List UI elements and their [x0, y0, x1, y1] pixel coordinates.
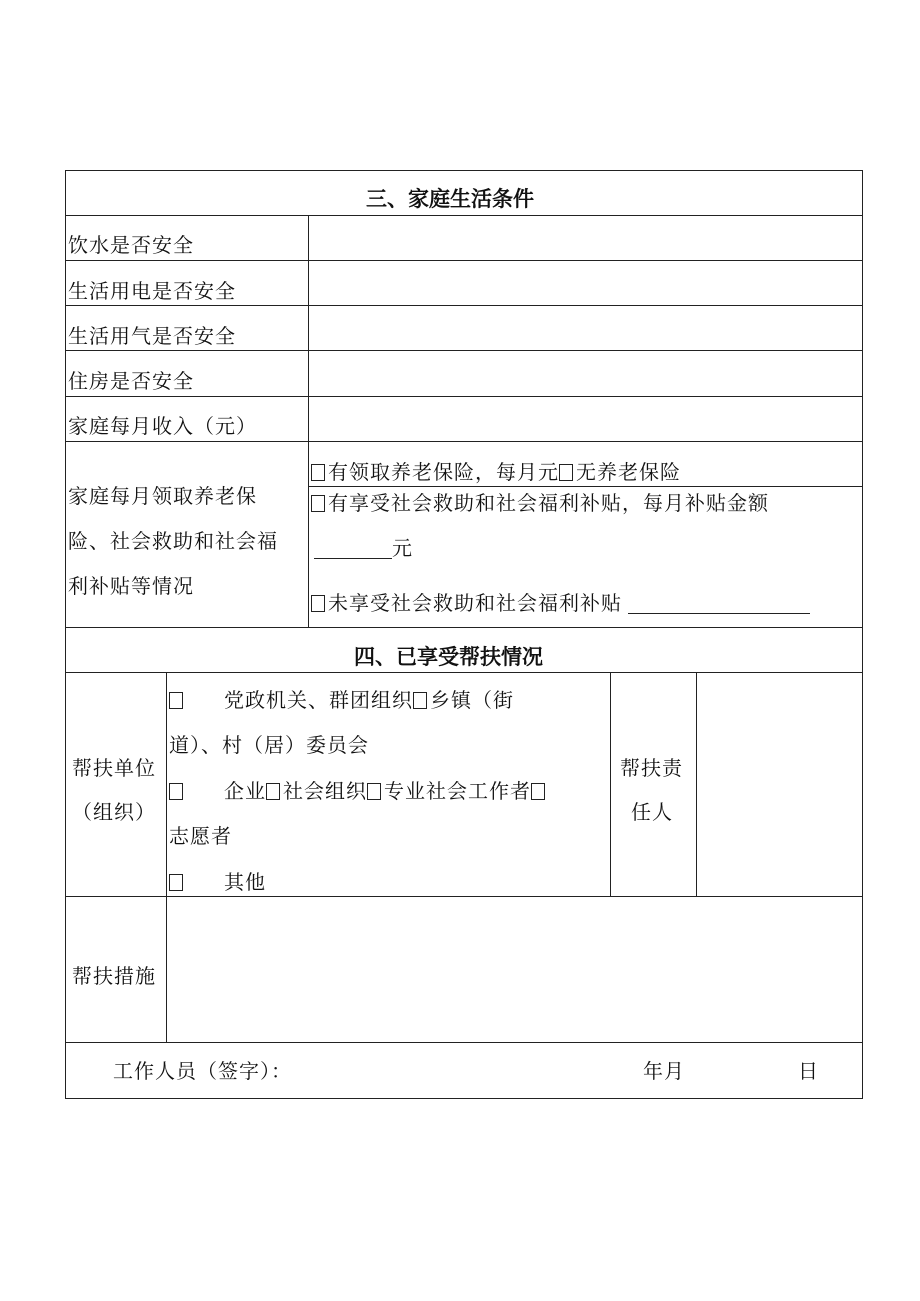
- rule: [696, 672, 697, 896]
- border-left: [65, 170, 66, 1099]
- social-org-label: 社会组织: [283, 779, 367, 803]
- label-help-unit-line2: （组织）: [72, 800, 156, 824]
- town-village-label: 乡镇（街: [430, 688, 514, 712]
- checkbox-no-pension[interactable]: [559, 464, 573, 481]
- checkbox-gov-org[interactable]: [169, 692, 183, 709]
- rule: [65, 260, 863, 261]
- rule: [65, 627, 863, 628]
- checkbox-has-pension[interactable]: [311, 464, 325, 481]
- label-help-unit-line1: 帮扶单位: [72, 756, 156, 780]
- no-subsidy-option-row: [311, 592, 810, 614]
- label-pension-line2: 险、社会救助和社会福: [68, 529, 278, 553]
- border-right: [862, 170, 863, 1099]
- subsidy-option-row: [311, 492, 769, 514]
- rule: [65, 305, 863, 306]
- checkbox-town-village[interactable]: [413, 692, 427, 709]
- no-subsidy-blank[interactable]: [628, 593, 810, 614]
- rule: [308, 486, 863, 487]
- label-help-measures: 帮扶措施: [72, 964, 156, 988]
- gov-org-label: 党政机关、群团组织: [224, 688, 413, 712]
- checkbox-volunteer[interactable]: [531, 783, 545, 800]
- rule: [65, 1042, 863, 1043]
- unit-option-row4: 志愿者: [169, 824, 232, 848]
- section-3-title: 三、家庭生活条件: [366, 187, 534, 211]
- rule: [65, 215, 863, 216]
- checkbox-enterprise[interactable]: [169, 783, 183, 800]
- subsidy-unit: 元: [392, 536, 413, 560]
- subsidy-amount-blank[interactable]: [314, 538, 392, 559]
- label-gas-safety: 生活用气是否安全: [68, 324, 236, 348]
- has-pension-label: 有领取养老保险，每月元: [328, 460, 559, 484]
- label-electricity-safety: 生活用电是否安全: [68, 279, 236, 303]
- label-pension-line3: 利补贴等情况: [68, 574, 194, 598]
- label-housing-safety: 住房是否安全: [68, 369, 194, 393]
- label-monthly-income: 家庭每月收入（元）: [68, 414, 257, 438]
- label-water-safety: 饮水是否安全: [68, 233, 194, 257]
- rule: [65, 350, 863, 351]
- checkbox-has-subsidy[interactable]: [311, 495, 325, 512]
- has-subsidy-label: 有享受社会救助和社会福利补贴，每月补贴金额: [328, 491, 769, 515]
- no-subsidy-label: 未享受社会救助和社会福利补贴: [328, 591, 622, 615]
- no-pension-label: 无养老保险: [576, 460, 681, 484]
- rule: [65, 396, 863, 397]
- unit-option-row3: [169, 780, 548, 802]
- section-4-title: 四、已享受帮扶情况: [354, 645, 543, 669]
- rule: [65, 441, 863, 442]
- label-responsible-line1: 帮扶责: [620, 756, 683, 780]
- checkbox-other[interactable]: [169, 874, 183, 891]
- day-label: 日: [798, 1059, 819, 1083]
- border-bottom: [65, 1098, 863, 1099]
- rule: [166, 672, 167, 1042]
- checkbox-social-org[interactable]: [266, 783, 280, 800]
- pension-option-row: [311, 461, 681, 483]
- label-responsible-line2: 任人: [631, 800, 673, 824]
- unit-option-row5: [169, 871, 266, 893]
- unit-option-row2: 道）、村（居）委员会: [169, 733, 369, 757]
- label-pension-line1: 家庭每月领取养老保: [68, 484, 257, 508]
- rule: [65, 896, 863, 897]
- other-label: 其他: [224, 870, 266, 894]
- staff-signature-label: 工作人员（签字）：: [113, 1059, 292, 1083]
- rule: [65, 672, 863, 673]
- checkbox-no-subsidy[interactable]: [311, 595, 325, 612]
- subsidy-amount-row: [314, 537, 413, 559]
- checkbox-social-worker[interactable]: [367, 783, 381, 800]
- border-top: [65, 170, 863, 171]
- social-worker-label: 专业社会工作者: [384, 779, 531, 803]
- rule: [308, 215, 309, 627]
- unit-option-row1: [169, 689, 514, 711]
- rule: [610, 672, 611, 896]
- year-month-label: 年月: [643, 1059, 685, 1083]
- enterprise-label: 企业: [224, 779, 266, 803]
